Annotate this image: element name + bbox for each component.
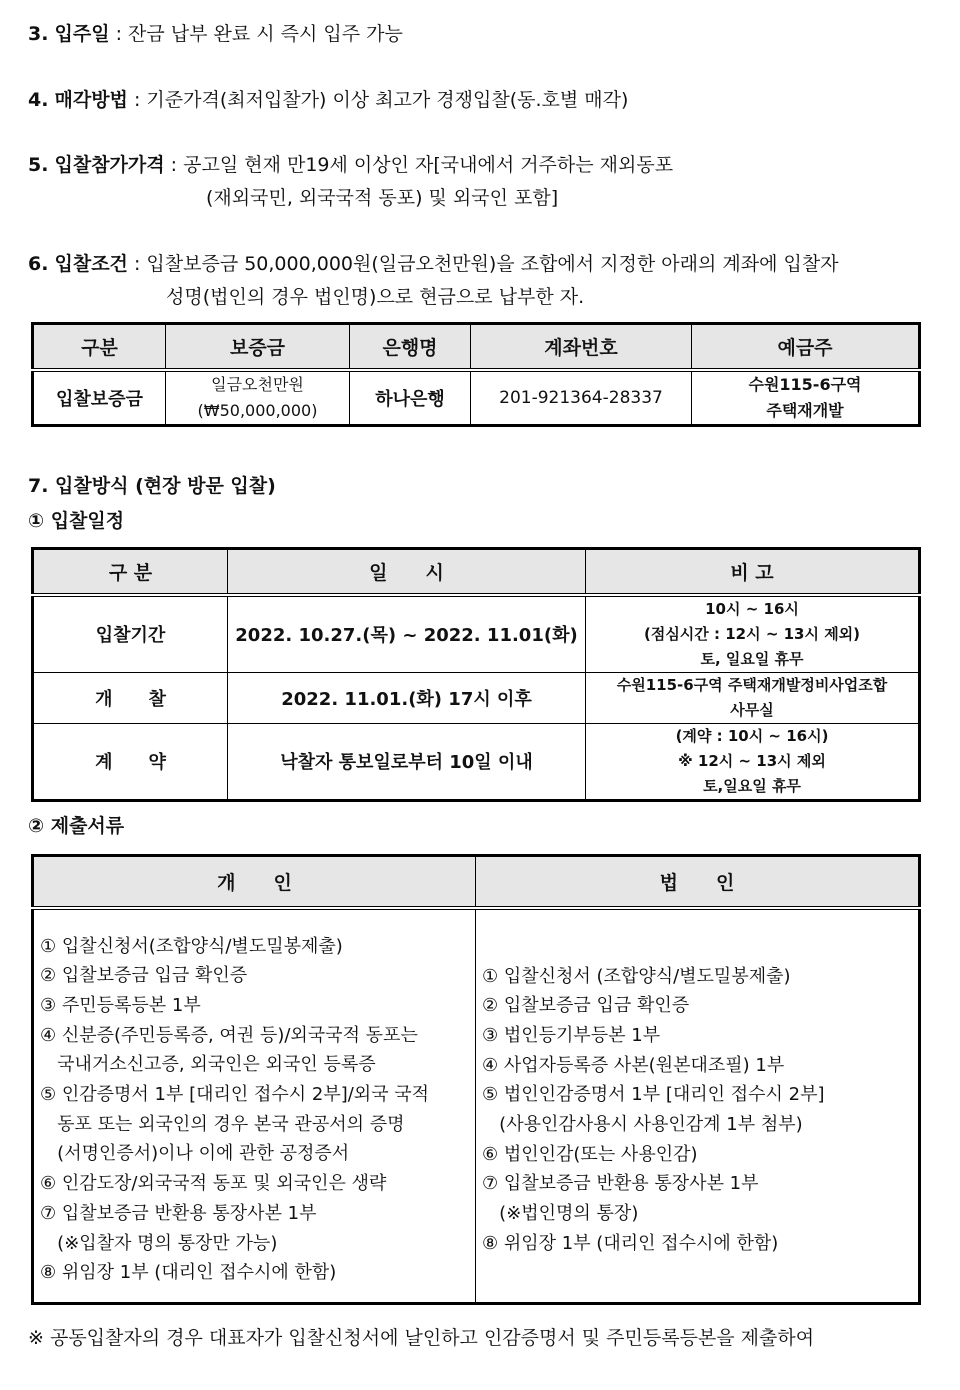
separator: : xyxy=(127,253,147,275)
documents-table xyxy=(31,854,921,1305)
schedule-header-note: 비 고 xyxy=(586,549,920,595)
section-text: 입찰보증금 50,000,000원(일금오천만원)을 조합에서 지정한 아래의 계좌에 입찰자 xyxy=(146,253,839,275)
individual-documents xyxy=(33,908,476,1304)
documents-header-corporate: 법 인 xyxy=(476,856,920,908)
separator: : xyxy=(127,89,147,111)
list-item: ⑦ 입찰보증금 반환용 통장사본 1부 xyxy=(40,1202,317,1224)
section-number: 6. xyxy=(28,253,49,275)
list-item: ⑧ 위임장 1부 (대리인 접수시에 한함) xyxy=(482,1232,779,1254)
deposit-bank: 하나은행 xyxy=(350,370,471,426)
section-6 xyxy=(28,252,839,276)
deposit-header-amount: 보증금 xyxy=(166,324,350,370)
section-key: 매각방법 xyxy=(54,89,128,111)
schedule-label: 입찰기간 xyxy=(33,595,228,673)
documents-header-individual: 개 인 xyxy=(33,856,476,908)
table-row xyxy=(33,672,920,723)
schedule-label: 계 약 xyxy=(33,723,228,800)
corporate-documents xyxy=(476,908,920,1304)
schedule-header-datetime: 일 시 xyxy=(228,549,586,595)
section-key: 입주일 xyxy=(54,23,110,45)
list-item: ② 입찰보증금 입금 확인증 xyxy=(40,965,248,987)
schedule-note xyxy=(586,723,920,800)
list-item: ⑤ 인감증명서 1부 [대리인 접수시 2부]/외국 국적 xyxy=(40,1084,430,1106)
table-row xyxy=(33,370,920,426)
list-item: ④ 사업자등록증 사본(원본대조필) 1부 xyxy=(482,1054,785,1076)
separator: : xyxy=(164,154,184,176)
section-number: 5. xyxy=(28,154,49,176)
note-line: 토,일요일 휴무 xyxy=(703,776,801,795)
note-line: ※ 12시 ~ 13시 제외 xyxy=(678,751,826,770)
holder-line: 주택재개발 xyxy=(766,400,844,420)
list-item: ⑧ 위임장 1부 (대리인 접수시에 한함) xyxy=(40,1262,337,1284)
note-line: 사무실 xyxy=(730,700,774,719)
note-line: 수원115-6구역 주택재개발정비사업조합 xyxy=(616,675,888,694)
deposit-amount-number: (₩50,000,000) xyxy=(197,400,318,420)
schedule-label: 개 찰 xyxy=(33,672,228,723)
schedule-subtitle: ① 입찰일정 xyxy=(28,510,125,532)
deposit-amount xyxy=(166,370,350,426)
table-row xyxy=(33,595,920,673)
deposit-account: 201-921364-28337 xyxy=(471,370,692,426)
section-3 xyxy=(28,22,403,46)
note-line: (점심시간 : 12시 ~ 13시 제외) xyxy=(643,624,861,643)
section-text: 기준가격(최저입찰가) 이상 최고가 경쟁입찰(동.호별 매각) xyxy=(146,89,629,111)
section-key: 입찰조건 xyxy=(54,253,128,275)
schedule-note xyxy=(586,595,920,673)
section-number: 3. xyxy=(28,23,49,45)
note-line: (계약 : 10시 ~ 16시) xyxy=(675,726,829,745)
list-item: 국내거소신고증, 외국인은 외국인 등록증 xyxy=(40,1054,376,1076)
schedule-header-category: 구 분 xyxy=(33,549,228,595)
list-item: (사용인감사용시 사용인감계 1부 첨부) xyxy=(482,1114,803,1136)
list-item: ⑥ 인감도장/외국국적 동포 및 외국인은 생략 xyxy=(40,1173,387,1195)
section-5 xyxy=(28,153,673,177)
documents-subtitle: ② 제출서류 xyxy=(28,815,125,837)
schedule-note xyxy=(586,672,920,723)
section-7-title: 7. 입찰방식 (현장 방문 입찰) xyxy=(28,475,276,497)
list-item: ⑤ 법인인감증명서 1부 [대리인 접수시 2부] xyxy=(482,1084,825,1106)
list-item: ② 입찰보증금 입금 확인증 xyxy=(482,995,690,1017)
table-row xyxy=(33,723,920,800)
deposit-header-category: 구분 xyxy=(33,324,166,370)
list-item: ⑥ 법인인감(또는 사용인감) xyxy=(482,1143,698,1165)
list-item: (서명인증서)이나 이에 관한 공정증서 xyxy=(40,1143,350,1165)
section-key: 입찰참가가격 xyxy=(54,154,165,176)
list-item: ① 입찰신청서 (조합양식/별도밀봉제출) xyxy=(482,965,791,987)
separator: : xyxy=(109,23,129,45)
list-item: ③ 법인등기부등본 1부 xyxy=(482,1024,661,1046)
deposit-table xyxy=(31,322,921,427)
section-number: 4. xyxy=(28,89,49,111)
list-item: ① 입찰신청서(조합양식/별도밀봉제출) xyxy=(40,935,343,957)
schedule-datetime: 2022. 10.27.(목) ~ 2022. 11.01(화) xyxy=(228,595,586,673)
list-item: (※입찰자 명의 통장만 가능) xyxy=(40,1232,278,1254)
deposit-header-account: 계좌번호 xyxy=(471,324,692,370)
schedule-datetime: 낙찰자 통보일로부터 10일 이내 xyxy=(228,723,586,800)
note-line: 10시 ~ 16시 xyxy=(705,599,799,618)
note-line: 토, 일요일 휴무 xyxy=(700,649,804,668)
deposit-amount-korean: 일금오천만원 xyxy=(211,374,304,394)
list-item: 동포 또는 외국인의 경우 본국 관공서의 증명 xyxy=(40,1113,405,1135)
holder-line: 수원115-6구역 xyxy=(748,374,862,394)
deposit-label: 입찰보증금 xyxy=(33,370,166,426)
deposit-holder xyxy=(692,370,920,426)
deposit-header-bank: 은행명 xyxy=(350,324,471,370)
list-item: ⑦ 입찰보증금 반환용 통장사본 1부 xyxy=(482,1173,759,1195)
deposit-header-holder: 예금주 xyxy=(692,324,920,370)
section-text: 공고일 현재 만19세 이상인 자[국내에서 거주하는 재외동포 xyxy=(183,154,674,176)
list-item: ④ 신분증(주민등록증, 여권 등)/외국국적 동포는 xyxy=(40,1024,418,1046)
section-6-continued: 성명(법인의 경우 법인명)으로 현금으로 납부한 자. xyxy=(166,286,585,308)
section-4 xyxy=(28,88,628,112)
section-text: 잔금 납부 완료 시 즉시 입주 가능 xyxy=(128,23,403,45)
schedule-datetime: 2022. 11.01.(화) 17시 이후 xyxy=(228,672,586,723)
list-item: ③ 주민등록등본 1부 xyxy=(40,994,201,1016)
schedule-table xyxy=(31,547,921,802)
section-5-continued: (재외국민, 외국국적 동포) 및 외국인 포함] xyxy=(206,187,559,209)
footer-note: ※ 공동입찰자의 경우 대표자가 입찰신청서에 날인하고 인감증명서 및 주민등록등본을 제출하여 xyxy=(28,1327,815,1349)
list-item: (※법인명의 통장) xyxy=(482,1203,639,1225)
